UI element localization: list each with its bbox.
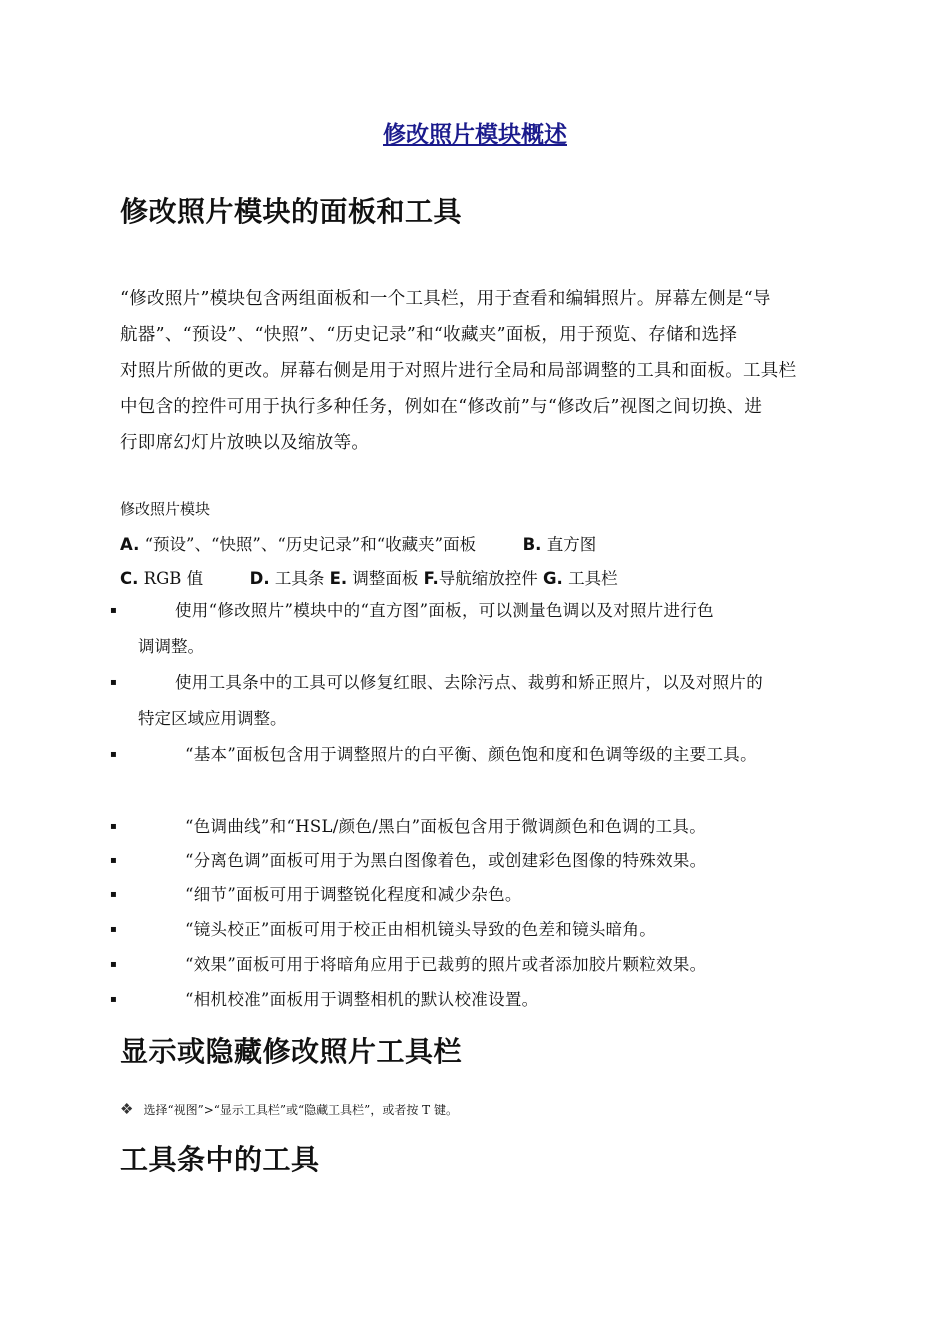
tip-line [120, 1100, 458, 1118]
bullet-marker: ▪ [110, 994, 117, 1005]
legend-text-d: 工具条 [274, 569, 325, 588]
legend-key-e: E. [329, 569, 348, 588]
legend-key-f: F. [423, 569, 439, 588]
bullet-marker: ▪ [110, 924, 117, 935]
legend-key-b: B. [522, 535, 542, 554]
list-item [110, 665, 850, 737]
list-item-continuation: 调调整。 [138, 637, 204, 656]
diamond-bullet-icon: ❖ [120, 1100, 134, 1118]
bullet-marker: ▪ [110, 605, 117, 616]
legend-key-c: C. [120, 569, 139, 588]
list-item [110, 737, 850, 773]
list-item [110, 809, 850, 845]
legend-line-1 [120, 531, 596, 555]
list-item [110, 843, 850, 879]
list-item-text: “镜头校正”面板可用于校正由相机镜头导致的色差和镜头暗角。 [185, 920, 657, 939]
bullet-marker: ▪ [110, 749, 117, 760]
list-item-text: “色调曲线”和“HSL/颜色/黑白”面板包含用于微调颜色和色调的工具。 [185, 817, 707, 836]
list-item-text: “分离色调”面板可用于为黑白图像着色，或创建彩色图像的特殊效果。 [185, 851, 707, 870]
list-item [110, 982, 850, 1018]
legend-key-d: D. [249, 569, 270, 588]
list-item-text: “基本”面板包含用于调整照片的白平衡、颜色饱和度和色调等级的主要工具。 [185, 745, 757, 764]
legend-text-g: 工具栏 [568, 569, 618, 588]
legend-key-a: A. [120, 535, 140, 554]
bullet-marker: ▪ [110, 959, 117, 970]
list-item [110, 912, 850, 948]
intro-paragraph [120, 281, 850, 461]
section-heading-toolstrip: 工具条中的工具 [120, 1143, 320, 1176]
legend-text-f: 导航缩放控件 [438, 569, 538, 588]
list-item-text: “细节”面板可用于调整锐化程度和减少杂色。 [185, 885, 522, 904]
bullet-marker: ▪ [110, 889, 117, 900]
page-title[interactable]: 修改照片模块概述 [383, 122, 567, 148]
list-item [110, 877, 850, 913]
paragraph-line: 对照片所做的更改。屏幕右侧是用于对照片进行全局和局部调整的工具和面板。工具栏 [120, 361, 797, 381]
legend-key-g: G. [543, 569, 563, 588]
figure-label: 修改照片模块 [120, 500, 211, 518]
section-heading-toolbar: 显示或隐藏修改照片工具栏 [120, 1035, 463, 1068]
legend-text-e: 调整面板 [352, 569, 419, 588]
list-item [110, 947, 850, 983]
paragraph-line: 行即席幻灯片放映以及缩放等。 [120, 433, 370, 453]
legend-text-c: RGB 值 [143, 569, 204, 588]
bullet-marker: ▪ [110, 677, 117, 688]
bullet-marker: ▪ [110, 821, 117, 832]
tip-text: 选择“视图”>“显示工具栏”或“隐藏工具栏”，或者按 T 键。 [143, 1103, 458, 1117]
list-item-text: “相机校准”面板用于调整相机的默认校准设置。 [185, 990, 539, 1009]
bullet-marker: ▪ [110, 855, 117, 866]
paragraph-line: “修改照片”模块包含两组面板和一个工具栏，用于查看和编辑照片。屏幕左侧是“导 [120, 289, 771, 309]
paragraph-line: 中包含的控件可用于执行多种任务，例如在“修改前”与“修改后”视图之间切换、进 [120, 397, 763, 417]
section-heading-panels-tools: 修改照片模块的面板和工具 [120, 195, 463, 228]
list-item-text: 使用工具条中的工具可以修复红眼、去除污点、裁剪和矫正照片，以及对照片的 [175, 673, 763, 692]
legend-text-b: 直方图 [546, 535, 597, 554]
list-item-continuation: 特定区域应用调整。 [138, 709, 287, 728]
legend-line-2 [120, 565, 618, 589]
list-item-text: 使用“修改照片”模块中的“直方图”面板，可以测量色调以及对照片进行色 [175, 601, 714, 620]
list-item [110, 593, 850, 665]
list-item-text: “效果”面板可用于将暗角应用于已裁剪的照片或者添加胶片颗粒效果。 [185, 955, 707, 974]
legend-text-a: “预设”、“快照”、“历史记录”和“收藏夹”面板 [144, 535, 477, 554]
paragraph-line: 航器”、“预设”、“快照”、“历史记录”和“收藏夹”面板，用于预览、存储和选择 [120, 325, 738, 345]
